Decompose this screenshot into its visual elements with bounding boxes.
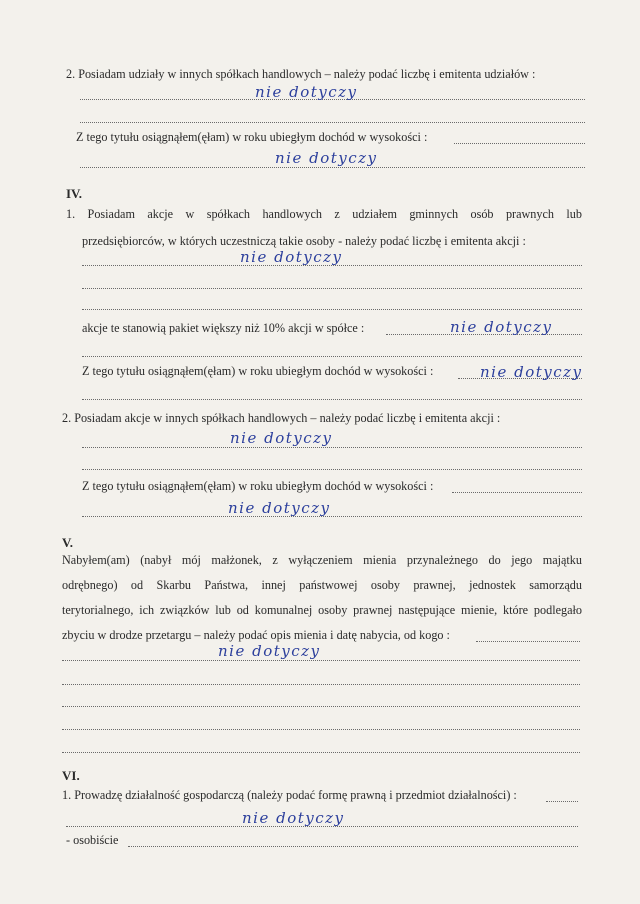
section3-item2-text: 2. Posiadam udziały w innych spółkach handlowych – należy podać liczbę i emitenta udziałów : (66, 67, 536, 81)
answer-line (452, 491, 582, 493)
handwritten-answer: nie dotyczy (230, 429, 333, 447)
handwritten-answer: nie dotyczy (240, 248, 343, 266)
section5-heading: V. (62, 535, 73, 550)
section5-line3: terytorialnego, ich związków lub od komunalnej osoby prawnej następujące mienie, które podlegało (62, 603, 582, 617)
section6-personal-text: - osobiście (66, 833, 119, 847)
answer-line (62, 659, 580, 661)
answer-line (80, 121, 585, 123)
answer-line (476, 640, 580, 642)
section4-heading: IV. (66, 186, 83, 201)
section6-heading: VI. (62, 768, 80, 783)
handwritten-answer: nie dotyczy (228, 499, 331, 517)
answer-line (82, 355, 582, 357)
answer-line (82, 468, 582, 470)
section3-income-text: Z tego tytułu osiągnąłem(ęłam) w roku ubiegłym dochód w wysokości : (76, 130, 428, 144)
answer-line (82, 398, 582, 400)
answer-line (62, 705, 580, 707)
handwritten-answer: nie dotyczy (255, 83, 358, 101)
answer-line (82, 287, 582, 289)
answer-line (546, 800, 578, 802)
section4-item1-line1: 1. Posiadam akcje w spółkach handlowych z udziałem gminnych osób prawnych lub (66, 207, 582, 221)
section4-item1-line2: przedsiębiorców, w których uczestniczą takie osoby - należy podać liczbę i emitenta akcji : (82, 234, 526, 248)
section5-line1: Nabyłem(am) (nabył mój małżonek, z wyłączeniem mienia przynależnego do jego majątku (62, 553, 582, 567)
handwritten-answer: nie dotyczy (450, 318, 553, 336)
section6-item1-text: 1. Prowadzę działalność gospodarczą (należy podać formę prawną i przedmiot działalności) : (62, 788, 517, 802)
answer-line (62, 728, 580, 730)
answer-line (82, 308, 582, 310)
section4-item2-text: 2. Posiadam akcje w innych spółkach handlowych – należy podać liczbę i emitenta akcji : (62, 411, 501, 425)
answer-line (62, 683, 580, 685)
handwritten-answer: nie dotyczy (242, 809, 345, 827)
section5-line2: odrębnego) od Skarbu Państwa, innej państwowej osoby prawnej, jednostek samorządu (62, 578, 582, 592)
handwritten-answer: nie dotyczy (480, 363, 583, 381)
section5-line4: zbyciu w drodze przetargu – należy podać opis mienia i datę nabycia, od kogo : (62, 628, 450, 642)
section4-income1-text: Z tego tytułu osiągnąłem(ęłam) w roku ubiegłym dochód w wysokości : (82, 364, 434, 378)
answer-line (82, 515, 582, 517)
section4-packet-text: akcje te stanowią pakiet większy niż 10% akcji w spółce : (82, 321, 365, 335)
answer-line (454, 142, 585, 144)
handwritten-answer: nie dotyczy (275, 149, 378, 167)
handwritten-answer: nie dotyczy (218, 642, 321, 660)
answer-line (62, 751, 580, 753)
answer-line (128, 845, 578, 847)
section4-income2-text: Z tego tytułu osiągnąłem(ęłam) w roku ubiegłym dochód w wysokości : (82, 479, 434, 493)
